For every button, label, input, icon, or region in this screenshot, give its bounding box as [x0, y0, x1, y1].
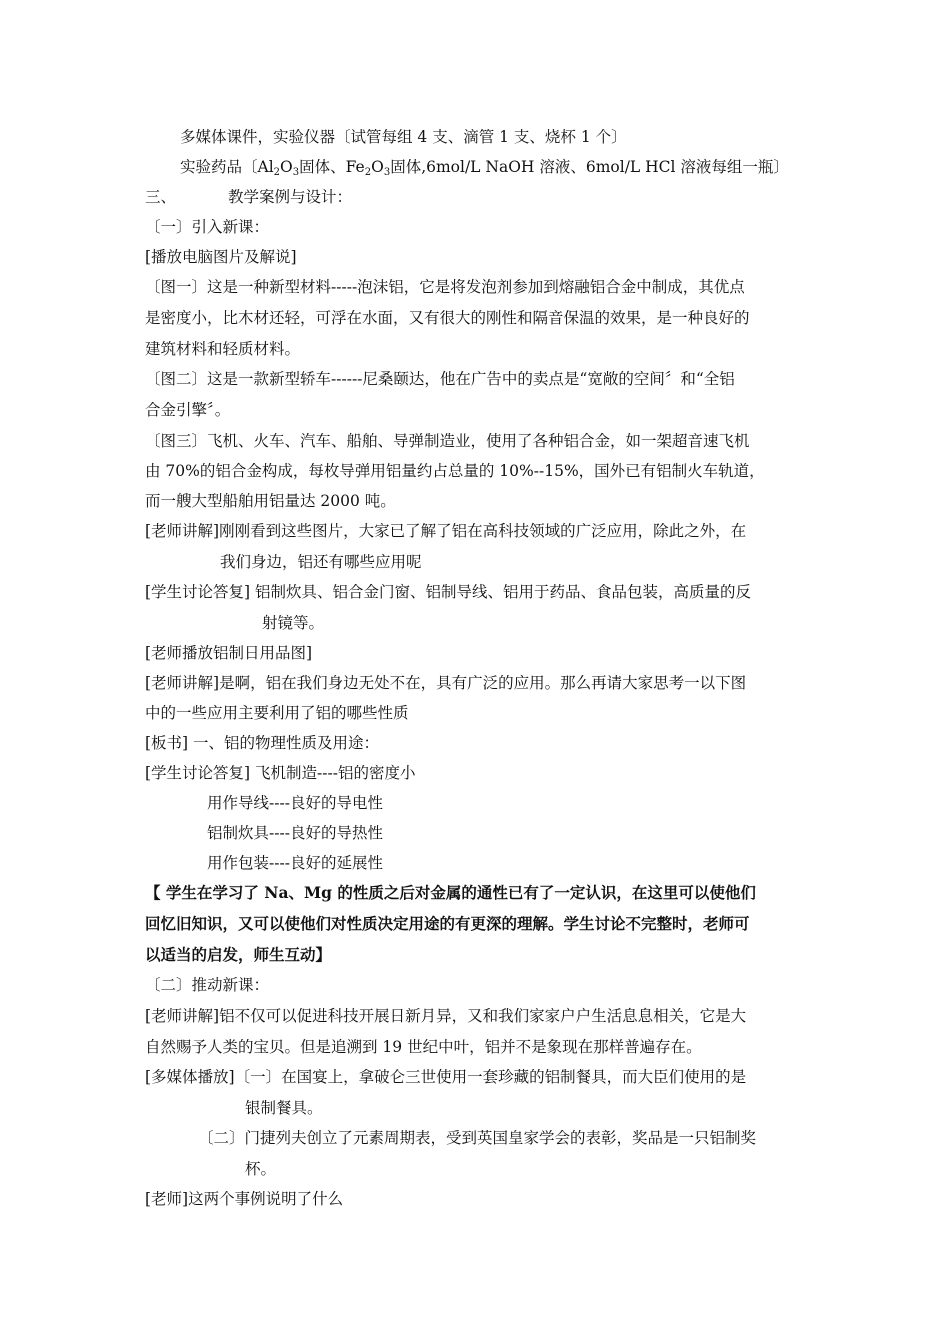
- teaching-note-line: 以适当的启发，师生互动】: [145, 945, 332, 964]
- fig1-line: 〔图一〕这是一种新型材料-----泡沫铝，它是将发泡剂参加到熔融铝合金中制成，其优点: [145, 278, 745, 296]
- teaching-note-line: 回忆旧知识，又可以使他们对性质决定用途的有更深的理解。学生讨论不完整时，老师可: [145, 914, 750, 933]
- fig3-line: 而一艘大型船舶用铝量达 2000 吨。: [145, 492, 396, 510]
- fig1-line: 是密度小，比木材还轻，可浮在水面，又有很大的刚性和隔音保温的效果，是一种良好的: [145, 309, 750, 327]
- fig2-line: 合金引擎〞。: [145, 401, 231, 419]
- teacher-explain-line: [老师讲解]是啊，铝在我们身边无处不在，具有广泛的应用。那么再请大家思考一以下图: [145, 674, 747, 692]
- teacher-show-note: [老师播放铝制日用品图]: [145, 644, 313, 662]
- property-use-line: 用作包装----良好的延展性: [207, 854, 383, 872]
- teacher-explain-line: 自然赐予人类的宝贝。但是追溯到 19 世纪中叶，铝并不是象现在那样普遍存在。: [145, 1038, 702, 1056]
- materials-reagents: 实验药品〔$Al_2O_3$固体、$Fe_2O_3$固体,6mol/L NaOH 溶液、6mol/L HCl 溶液每组一瓶〕: [180, 158, 789, 178]
- media-line: [多媒体播放]〔一〕在国宴上，拿破仑三世使用一套珍藏的铝制餐具，而大臣们使用的是: [145, 1068, 747, 1086]
- teacher-explain-line: 我们身边，铝还有哪些应用呢: [220, 553, 422, 571]
- teacher-explain-line: 中的一些应用主要利用了铝的哪些性质: [145, 704, 409, 722]
- fig2-line: 〔图二〕这是一款新型轿车------尼桑颐达，他在广告中的卖点是“宽敞的空间〞和“全铝: [145, 370, 735, 388]
- fig3-line: 由 70%的铝合金构成，每枚导弹用铝量约占总量的 10%--15%，国外已有铝制火车轨道，: [145, 462, 765, 480]
- property-use-line: 用作导线----良好的导电性: [207, 794, 383, 812]
- part2-heading: 〔二〕推动新课：: [145, 976, 270, 994]
- student-answer-line: [学生讨论答复] 铝制炊具、铝合金门窗、铝制导线、铝用于药品、食品包装，高质量的反: [145, 583, 752, 601]
- fig1-line: 建筑材料和轻质材料。: [145, 340, 301, 358]
- teacher-question: [老师]这两个事例说明了什么: [145, 1190, 344, 1208]
- section3-title: 教学案例与设计：: [228, 188, 353, 206]
- media-line: 〔二〕门捷列夫创立了元素周期表，受到英国皇家学会的表彰，奖品是一只铝制奖: [198, 1129, 757, 1147]
- teaching-note-line: 【 学生在学习了 Na、Mg 的性质之后对金属的通性已有了一定认识，在这里可以使他们: [145, 883, 756, 902]
- fig3-line: 〔图三〕飞机、火车、汽车、船舶、导弹制造业，使用了各种铝合金，如一架超音速飞机: [145, 432, 750, 450]
- board-note: [板书] 一、铝的物理性质及用途：: [145, 734, 380, 752]
- student-answer-line: 射镜等。: [262, 614, 325, 632]
- media-line: 杯。: [245, 1160, 277, 1178]
- play-images-note: [播放电脑图片及解说]: [145, 248, 297, 266]
- teacher-explain-line: [老师讲解]刚刚看到这些图片，大家已了解了铝在高科技领域的广泛应用，除此之外，在: [145, 522, 747, 540]
- property-use-line: 铝制炊具----良好的导热性: [207, 824, 383, 842]
- media-line: 银制餐具。: [245, 1099, 323, 1117]
- section3-number: 三、: [145, 188, 177, 206]
- materials-equipment: 多媒体课件，实验仪器〔试管每组 4 支、滴管 1 支、烧杯 1 个〕: [180, 128, 627, 146]
- student-answer-line: [学生讨论答复] 飞机制造----铝的密度小: [145, 764, 416, 782]
- teacher-explain-line: [老师讲解]铝不仅可以促进科技开展日新月异，又和我们家家户户生活息息相关，它是大: [145, 1007, 747, 1025]
- part1-heading: 〔一〕引入新课：: [145, 218, 270, 236]
